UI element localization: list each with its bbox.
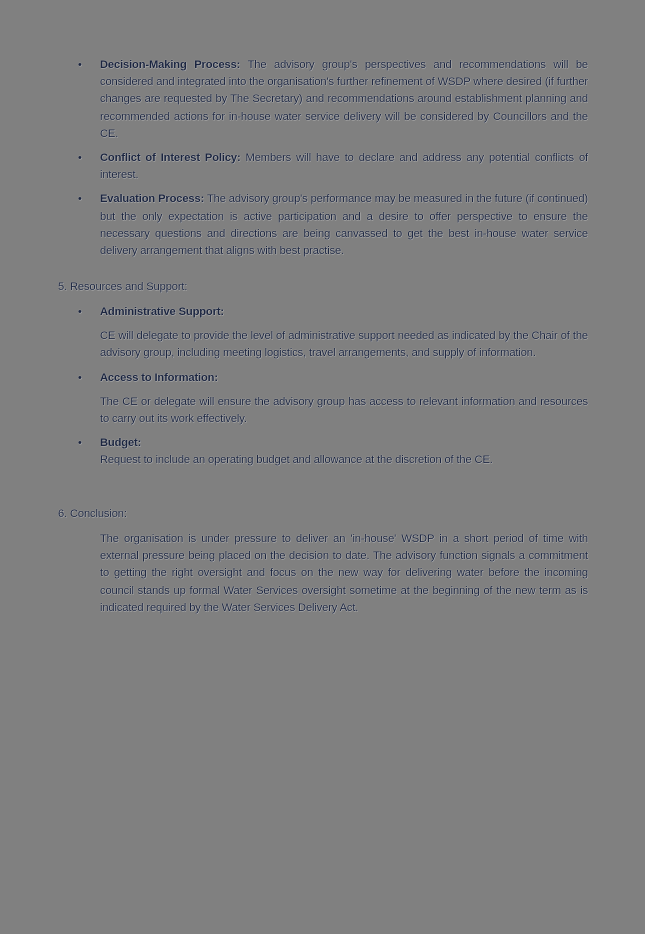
- item-label: Evaluation Process:: [100, 193, 205, 206]
- bullet-icon: •: [78, 59, 82, 71]
- bullet-icon: •: [78, 152, 82, 165]
- bullet-icon: •: [78, 306, 82, 318]
- item-text: The advisory group's performance may be measured in the future (if continued) but the only expectation is active participation and a desire to offer perspective to ensure the necessary questions and directions are being canvassed to get the best in-house water service delivery arrangement that aligns with best practise.: [100, 193, 589, 258]
- section-heading-resources: 5. Resources and Support:: [58, 281, 188, 293]
- item-label: Decision-Making Process:: [100, 59, 241, 71]
- list-item-evaluation-process: [0, 191, 588, 260]
- bullet-icon: •: [78, 437, 82, 450]
- item-text: The advisory group's perspectives and recommendations will be considered and integrated into the organisation's further refinement of WSDP where desired (if further changes are requested by The Secretary) and recommendations around establishment planning and recommended actions for in-house water service delivery will be considered by Councillors and the CE.: [100, 59, 589, 140]
- list-item-administrative-support-text: [0, 328, 588, 362]
- list-item-decision-making: [0, 57, 588, 143]
- item-label: Administrative Support:: [100, 306, 224, 318]
- list-item-budget: [0, 435, 588, 452]
- list-item-conflict-of-interest: [0, 150, 588, 184]
- item-text: CE will delegate to provide the level of administrative support needed as indicated by the Chair of the advisory group, including meeting logistics, travel arrangements, and supply of information.: [100, 330, 588, 360]
- conclusion-block: [0, 531, 588, 617]
- list-item-budget-text: [0, 452, 588, 469]
- governance-list: [0, 57, 588, 260]
- item-label: Conflict of Interest Policy:: [100, 152, 241, 165]
- item-label: Access to Information:: [100, 371, 218, 384]
- item-label: Budget:: [100, 437, 142, 450]
- resources-list: [0, 304, 588, 470]
- item-text: The CE or delegate will ensure the advisory group has access to relevant information and resources to carry out its work effectively.: [100, 395, 588, 426]
- list-item-access-to-information: [0, 370, 588, 387]
- list-item-administrative-support: [0, 304, 588, 321]
- bullet-icon: •: [78, 371, 82, 384]
- item-text: Request to include an operating budget and allowance at the discretion of the CE.: [100, 454, 493, 467]
- item-text: Members will have to declare and address any potential conflicts of interest.: [100, 152, 588, 182]
- list-item-access-to-information-text: [0, 394, 588, 428]
- conclusion-paragraph: The organisation is under pressure to deliver an 'in-house' WSDP in a short period of time with external pressure being placed on the decision to date. The advisory function signals a commitment to getting the right oversight and focus on the new way for delivering water before the incoming council stands up formal Water Services oversight sometime at the beginning of the new term as is indicated required by the Water Services Delivery Act.: [100, 533, 588, 614]
- bullet-icon: •: [78, 193, 82, 206]
- section-heading-conclusion: 6. Conclusion:: [58, 508, 127, 520]
